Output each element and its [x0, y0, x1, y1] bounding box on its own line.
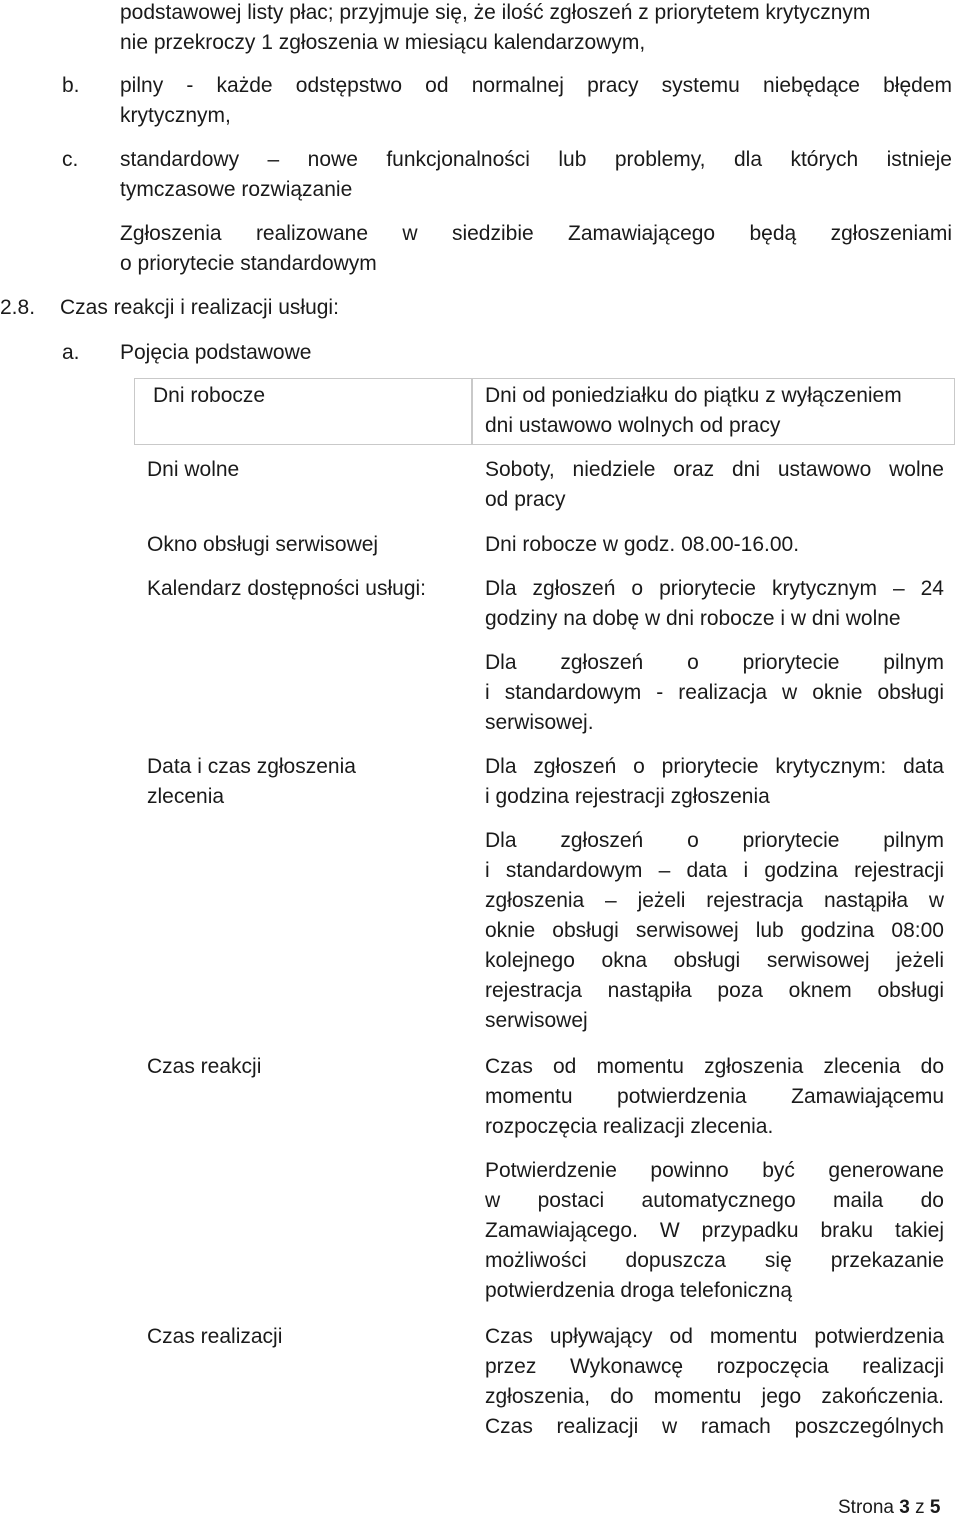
- list-item-c-text: standardowy – nowe funkcjonalności lub problemy, dla których istnieje: [120, 148, 952, 171]
- term-text: zlecenia: [147, 785, 225, 808]
- definition-text: Dla zgłoszeń o priorytecie pilnym: [485, 829, 944, 852]
- list-item-c-text: tymczasowe rozwiązanie: [120, 178, 353, 201]
- definition-text: Dla zgłoszeń o priorytecie krytycznym – 24: [485, 577, 944, 600]
- page-current: 3: [899, 1497, 910, 1518]
- definition-text: i standardowym - realizacja w oknie obsługi: [485, 681, 944, 704]
- page-footer: [838, 1493, 940, 1524]
- definition-text: Czas realizacji w ramach poszczególnych: [485, 1415, 944, 1438]
- section-title: Czas reakcji i realizacji usługi:: [60, 296, 339, 319]
- term-text: Kalendarz dostępności usługi:: [147, 577, 427, 600]
- term-text: Data i czas zgłoszenia: [147, 755, 356, 778]
- definition-text: dni ustawowo wolnych od pracy: [485, 414, 781, 437]
- definition-text: w postaci automatycznego maila do: [485, 1189, 944, 1212]
- definition-text: możliwości dopuszcza się przekazanie: [485, 1249, 944, 1272]
- definition-text: i standardowym – data i godzina rejestracji: [485, 859, 944, 882]
- definition-text: Potwierdzenie powinno być generowane: [485, 1159, 944, 1182]
- page-label: Strona: [838, 1497, 894, 1518]
- term-text: Czas reakcji: [147, 1055, 262, 1078]
- section-number: 2.8.: [0, 296, 36, 319]
- definition-text: rozpoczęcia realizacji zlecenia.: [485, 1115, 774, 1138]
- subsection-title: Pojęcia podstawowe: [120, 341, 312, 364]
- list-marker: b.: [62, 74, 80, 97]
- definition-text: przez Wykonawcę rozpoczęcia realizacji: [485, 1355, 944, 1378]
- definition-text: zgłoszenia – jeżeli rejestracja nastąpiła w: [485, 889, 944, 912]
- term-text: Dni wolne: [147, 458, 240, 481]
- page-sep: z: [915, 1497, 925, 1518]
- definition-text: od pracy: [485, 488, 566, 511]
- definition-text: serwisowej: [485, 1009, 588, 1032]
- list-item-b-text: krytycznym,: [120, 104, 231, 127]
- intro-line: nie przekroczy 1 zgłoszenia w miesiącu kalendarzowym,: [120, 31, 646, 54]
- definition-text: Soboty, niedziele oraz dni ustawowo wolne: [485, 458, 944, 481]
- definition-text: i godzina rejestracji zgłoszenia: [485, 785, 770, 808]
- definition-text: godziny na dobę w dni robocze i w dni wolne: [485, 607, 901, 630]
- definition-text: potwierdzenia droga telefoniczną: [485, 1279, 793, 1302]
- definition-text: Zamawiającego. W przypadku braku takiej: [485, 1219, 944, 1242]
- definition-text: kolejnego okna obsługi serwisowej jeżeli: [485, 949, 944, 972]
- list-marker: c.: [62, 148, 79, 171]
- subsection-marker: a.: [62, 341, 80, 364]
- page-total: 5: [929, 1497, 941, 1518]
- definition-text: rejestracja nastąpiła poza oknem obsługi: [485, 979, 944, 1002]
- definition-text: serwisowej.: [485, 711, 594, 734]
- definition-text: oknie obsługi serwisowej lub godzina 08:00: [485, 919, 944, 942]
- term-text: Czas realizacji: [147, 1325, 283, 1348]
- intro-line: podstawowej listy płac; przyjmuje się, że ilość zgłoszeń z priorytetem krytycznym: [120, 1, 871, 24]
- list-item-b-text: pilny - każde odstępstwo od normalnej pracy systemu niebędące błędem: [120, 74, 952, 97]
- definition-text: Dla zgłoszeń o priorytecie krytycznym: data: [485, 755, 944, 778]
- definition-text: Czas od momentu zgłoszenia zlecenia do: [485, 1055, 944, 1078]
- definition-text: Dla zgłoszeń o priorytecie pilnym: [485, 651, 944, 674]
- definition-text: Czas upływający od momentu potwierdzenia: [485, 1325, 944, 1348]
- term-text: Okno obsługi serwisowej: [147, 533, 379, 556]
- term-text: Dni robocze: [153, 384, 266, 407]
- definition-text: Dni od poniedziałku do piątku z wyłączeniem: [485, 384, 902, 407]
- note-text: Zgłoszenia realizowane w siedzibie Zamawiającego będą zgłoszeniami: [120, 222, 952, 245]
- definition-text: zgłoszenia, do momentu jego zakończenia.: [485, 1385, 944, 1408]
- definition-text: Dni robocze w godz. 08.00-16.00.: [485, 533, 800, 556]
- note-text: o priorytecie standardowym: [120, 252, 377, 275]
- definition-text: momentu potwierdzenia Zamawiającemu: [485, 1085, 944, 1108]
